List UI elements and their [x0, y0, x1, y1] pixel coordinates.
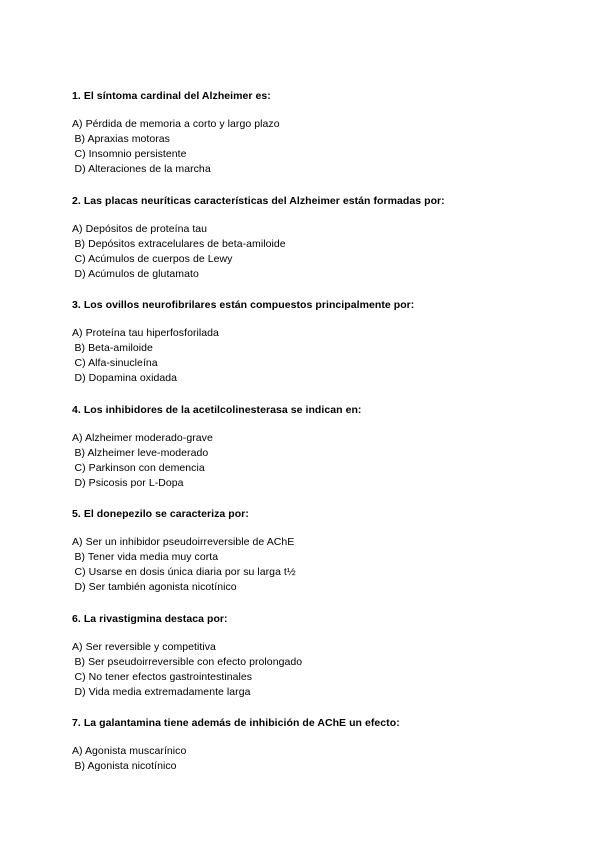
question-7 — [72, 716, 572, 774]
option-a: A) Proteína tau hiperfosforilada — [72, 327, 219, 339]
option-c: C) Acúmulos de cuerpos de Lewy — [74, 252, 233, 265]
question-title: 6. La rivastigmina destaca por: — [72, 612, 228, 625]
quiz-list — [72, 89, 572, 791]
question-4 — [72, 403, 572, 491]
question-3 — [72, 298, 572, 386]
option-d: D) Acúmulos de glutamato — [74, 267, 199, 280]
option-b: B) Tener vida media muy corta — [74, 551, 219, 563]
option-a: A) Pérdida de memoria a corto y largo plazo — [72, 118, 280, 130]
option-d: D) Dopamina oxidada — [74, 372, 178, 384]
option-a: A) Agonista muscarínico — [72, 745, 187, 757]
option-b: B) Alzheimer leve-moderado — [74, 446, 209, 459]
question-title: 5. El donepezilo se caracteriza por: — [72, 508, 249, 520]
option-b: B) Apraxias motoras — [74, 133, 170, 145]
option-b: B) Beta-amiloide — [74, 342, 153, 354]
option-c: C) Alfa-sinucleína — [74, 357, 158, 369]
option-d: D) Alteraciones de la marcha — [74, 163, 211, 175]
question-title: 4. Los inhibidores de la acetilcolinesterasa se indican en: — [72, 403, 362, 416]
question-title: 1. El síntoma cardinal del Alzheimer es: — [72, 90, 271, 102]
option-c: C) Parkinson con demencia — [74, 461, 205, 474]
option-d: D) Ser también agonista nicotínico — [74, 581, 237, 593]
option-a: A) Ser reversible y competitiva — [72, 640, 216, 653]
option-a: A) Ser un inhibidor pseudoirreversible de AChE — [72, 536, 295, 548]
question-title: 2. Las placas neuríticas características del Alzheimer están formadas por: — [72, 194, 445, 207]
option-b: B) Ser pseudoirreversible con efecto prolongado — [74, 655, 303, 668]
option-a: A) Alzheimer moderado-grave — [72, 431, 213, 444]
option-a: A) Depósitos de proteína tau — [72, 222, 208, 235]
option-c: C) No tener efectos gastrointestinales — [74, 670, 253, 683]
question-title: 3. Los ovillos neurofibrilares están compuestos principalmente por: — [72, 299, 415, 311]
option-c: C) Insomnio persistente — [74, 148, 187, 160]
option-d: D) Vida media extremadamente larga — [74, 685, 251, 698]
question-2 — [72, 194, 572, 282]
option-b: B) Depósitos extracelulares de beta-amiloide — [74, 237, 286, 250]
option-c: C) Usarse en dosis única diaria por su larga t½ — [74, 566, 296, 578]
question-5 — [72, 507, 572, 595]
question-1 — [72, 89, 572, 177]
option-b: B) Agonista nicotínico — [74, 760, 177, 772]
question-6 — [72, 612, 572, 700]
option-d: D) Psicosis por L-Dopa — [74, 476, 184, 489]
question-title: 7. La galantamina tiene además de inhibición de AChE un efecto: — [72, 717, 400, 729]
